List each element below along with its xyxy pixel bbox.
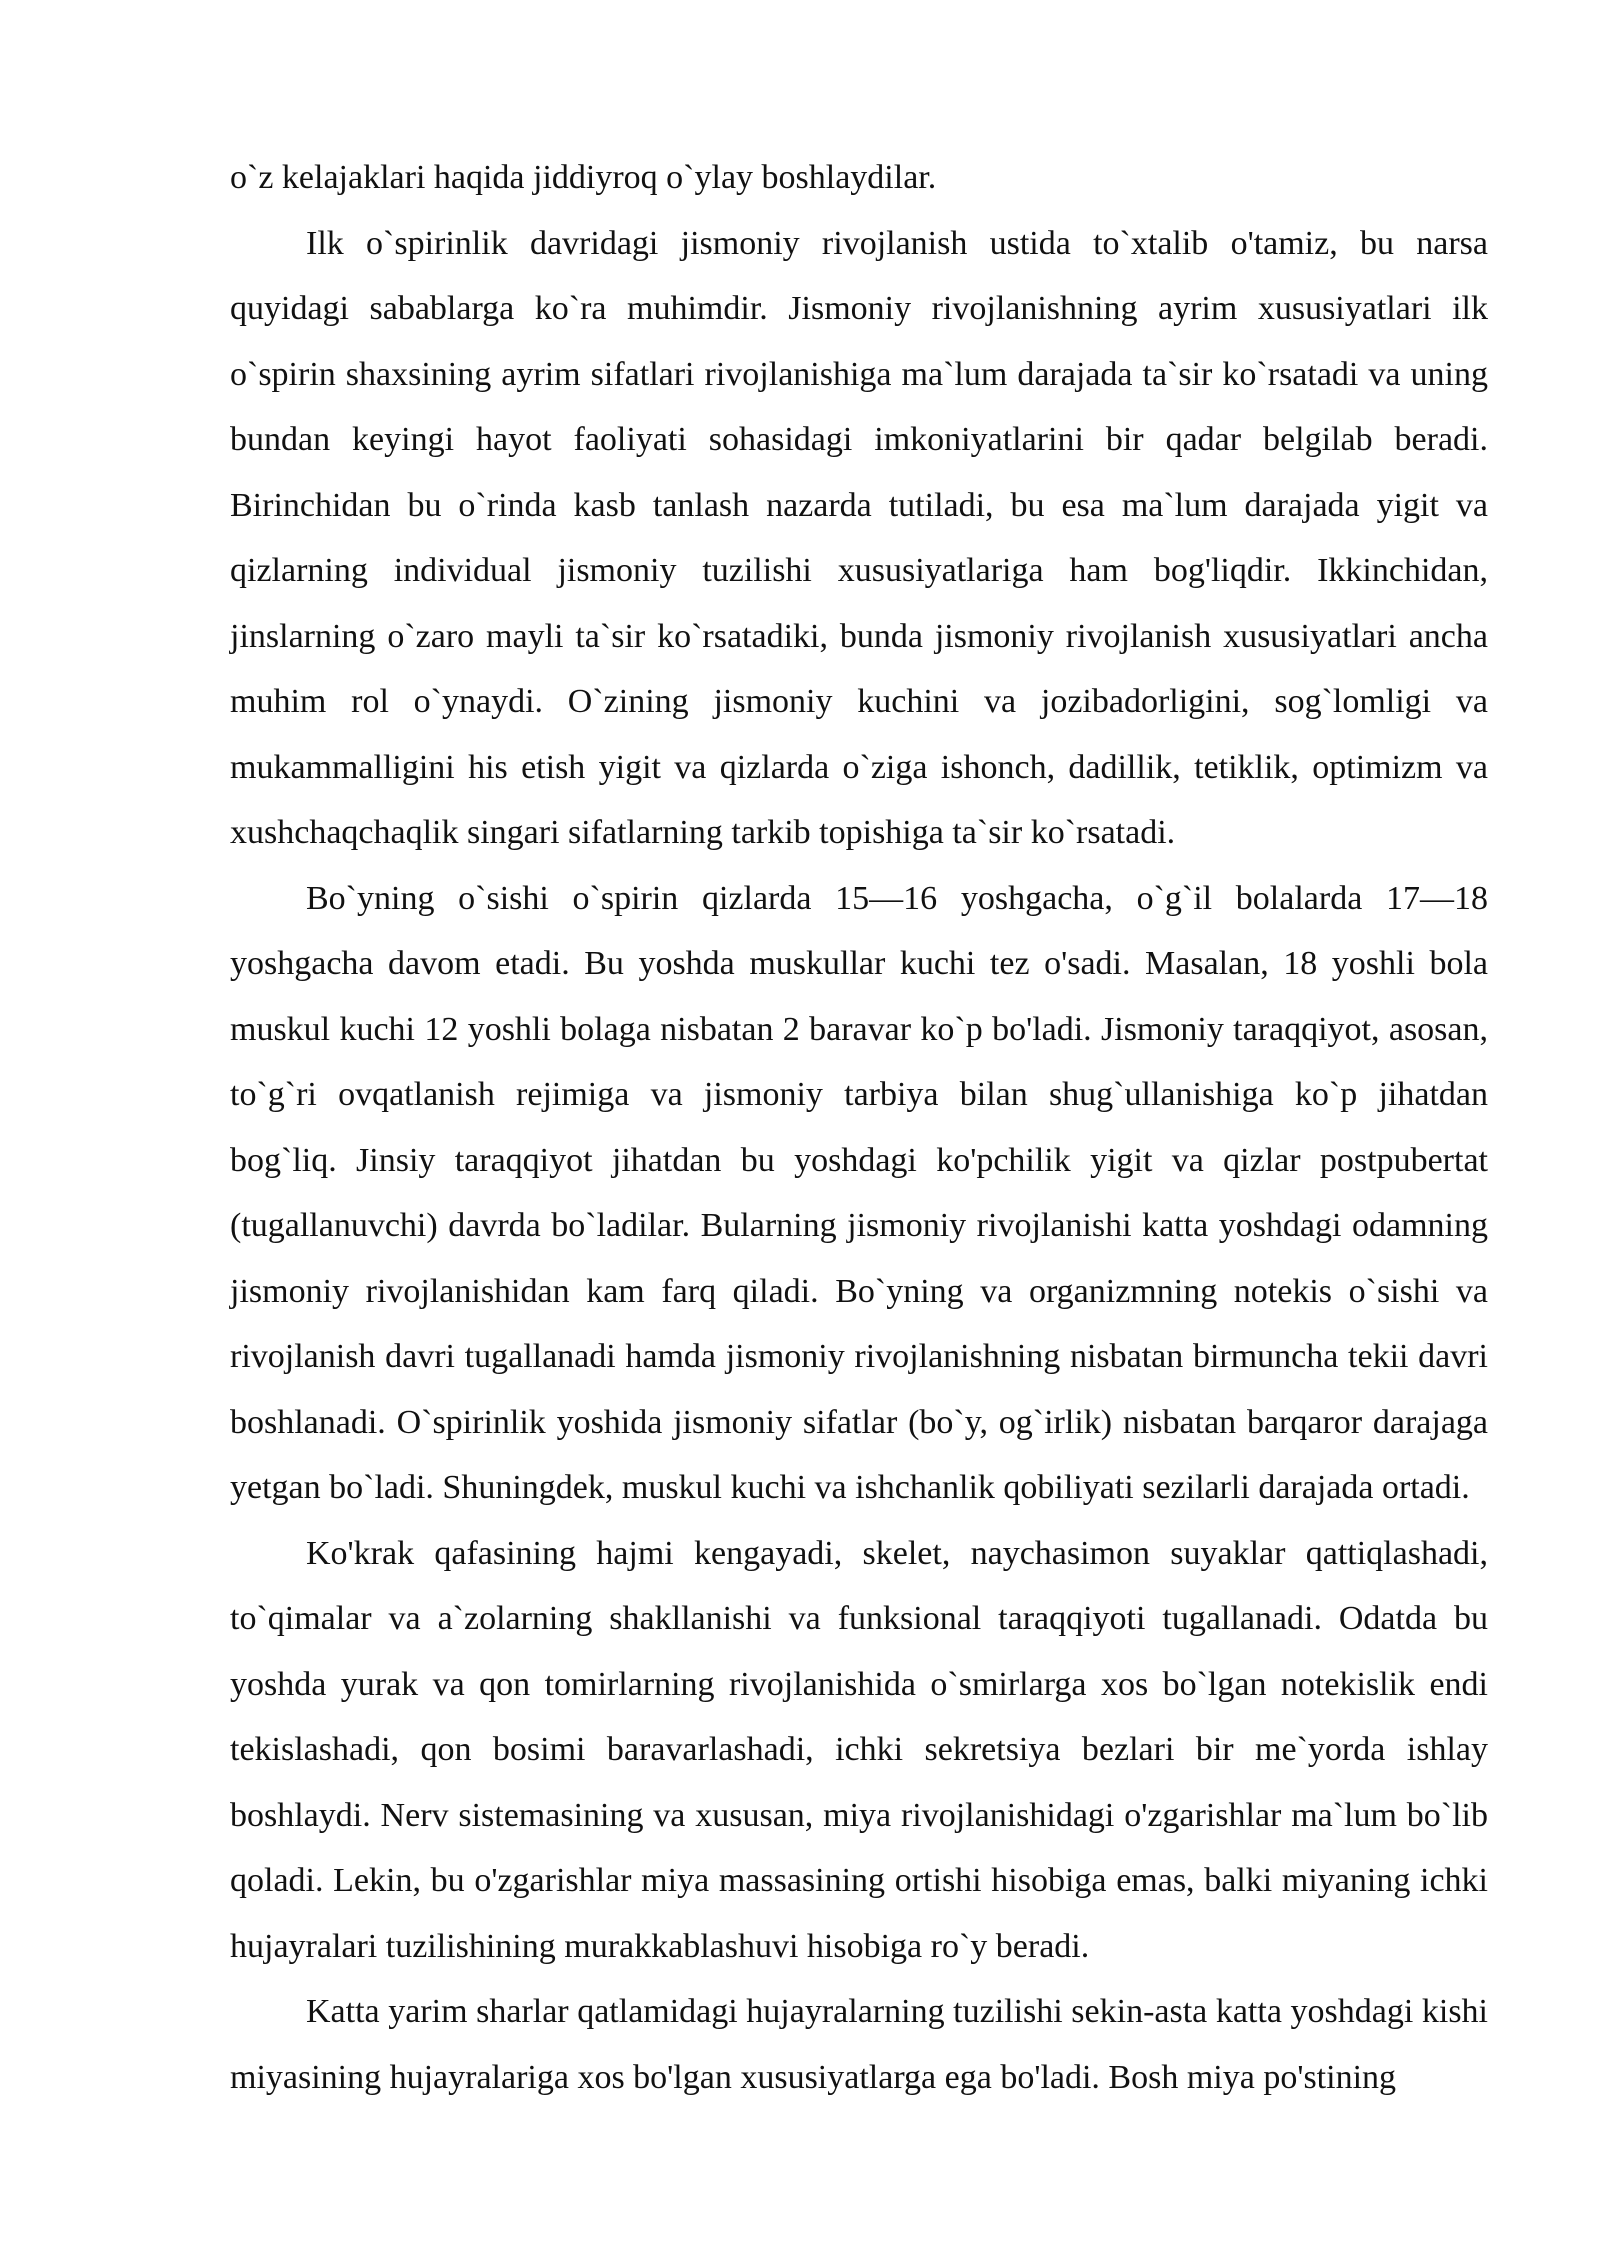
paragraph-continuation: o`z kelajaklari haqida jiddiyroq o`ylay boshlaydilar.: [230, 159, 937, 196]
paragraph-chest-skeleton: Ko'krak qafasining hajmi kengayadi, skelet, naychasimon suyaklar qattiqlashadi, to`qimalar va a`zolarning shakllanishi va funksional taraqqiyoti tugallanadi. Odatda bu yoshda yurak va qon tomirlarning rivojlanishida o`smirlarga xos bo`lgan notekislik endi tekislashadi, qon bosimi baravarlashadi, ichki sekretsiya bezlari bir me`yorda ishlay boshlaydi. Nerv sistemasining va xususan, miya rivojlanishidagi o'zgarishlar ma`lum bo`lib qoladi. Lekin, bu o'zgarishlar miya massasining ortishi hisobiga emas, balki miyaning ichki hujayralari tuzilishining murakkablashuvi hisobiga ro`y beradi.: [230, 1534, 1488, 1965]
paragraph-physical-development: Ilk o`spirinlik davridagi jismoniy rivojlanish ustida to`xtalib o'tamiz, bu narsa quyidagi sabablarga ko`ra muhimdir. Jismoniy rivojlanishning ayrim xususiyatlari ilk o`spirin shaxsining ayrim sifatlari rivojlanishiga ma`lum darajada ta`sir ko`rsatadi va uning bundan keyingi hayot faoliyati sohasidagi imkoniyatlarini bir qadar belgilab beradi. Birinchidan bu o`rinda kasb tanlash nazarda tutiladi, bu esa ma`lum darajada yigit va qizlarning individual jismoniy tuzilishi xususiyatlariga ham bog'liqdir. Ikkinchidan, jinslarning o`zaro mayli ta`sir ko`rsatadiki, bunda jismoniy rivojlanish xususiyatlari ancha muhim rol o`ynaydi. O`zining jismoniy kuchini va jozibadorligini, sog`lomligi va mukammalligini his etish yigit va qizlarda o`ziga ishonch, dadillik, tetiklik, optimizm va xushchaqchaqlik singari sifatlarning tarkib topishiga ta`sir ko`rsatadi.: [230, 224, 1488, 851]
document-page: [230, 145, 1488, 2110]
paragraph-brain-cells: Katta yarim sharlar qatlamidagi hujayralarning tuzilishi sekin-asta katta yoshdagi kishi miyasining hujayralariga xos bo'lgan xususiyatlarga ega bo'ladi. Bosh miya po'stining: [230, 1993, 1488, 2096]
paragraph-height-growth: Bo`yning o`sishi o`spirin qizlarda 15—16 yoshgacha, o`g`il bolalarda 17—18 yoshgacha davom etadi. Bu yoshda muskullar kuchi tez o'sadi. Masalan, 18 yoshli bola muskul kuchi 12 yoshli bolaga nisbatan 2 baravar ko`p bo'ladi. Jismoniy taraqqiyot, asosan, to`g`ri ovqatlanish rejimiga va jismoniy tarbiya bilan shug`ullanishiga ko`p jihatdan bog`liq. Jinsiy taraqqiyot jihatdan bu yoshdagi ko'pchilik yigit va qizlar postpubertat (tugallanuvchi) davrda bo`ladilar. Bularning jismoniy rivojlanishi katta yoshdagi odamning jismoniy rivojlanishidan kam farq qiladi. Bo`yning va organizmning notekis o`sishi va rivojlanish davri tugallanadi hamda jismoniy rivojlanishning nisbatan birmuncha tekii davri boshlanadi. O`spirinlik yoshida jismoniy sifatlar (bo`y, og`irlik) nisbatan barqaror darajaga yetgan bo`ladi. Shuningdek, muskul kuchi va ishchanlik qobiliyati sezilarli darajada ortadi.: [230, 879, 1488, 1506]
